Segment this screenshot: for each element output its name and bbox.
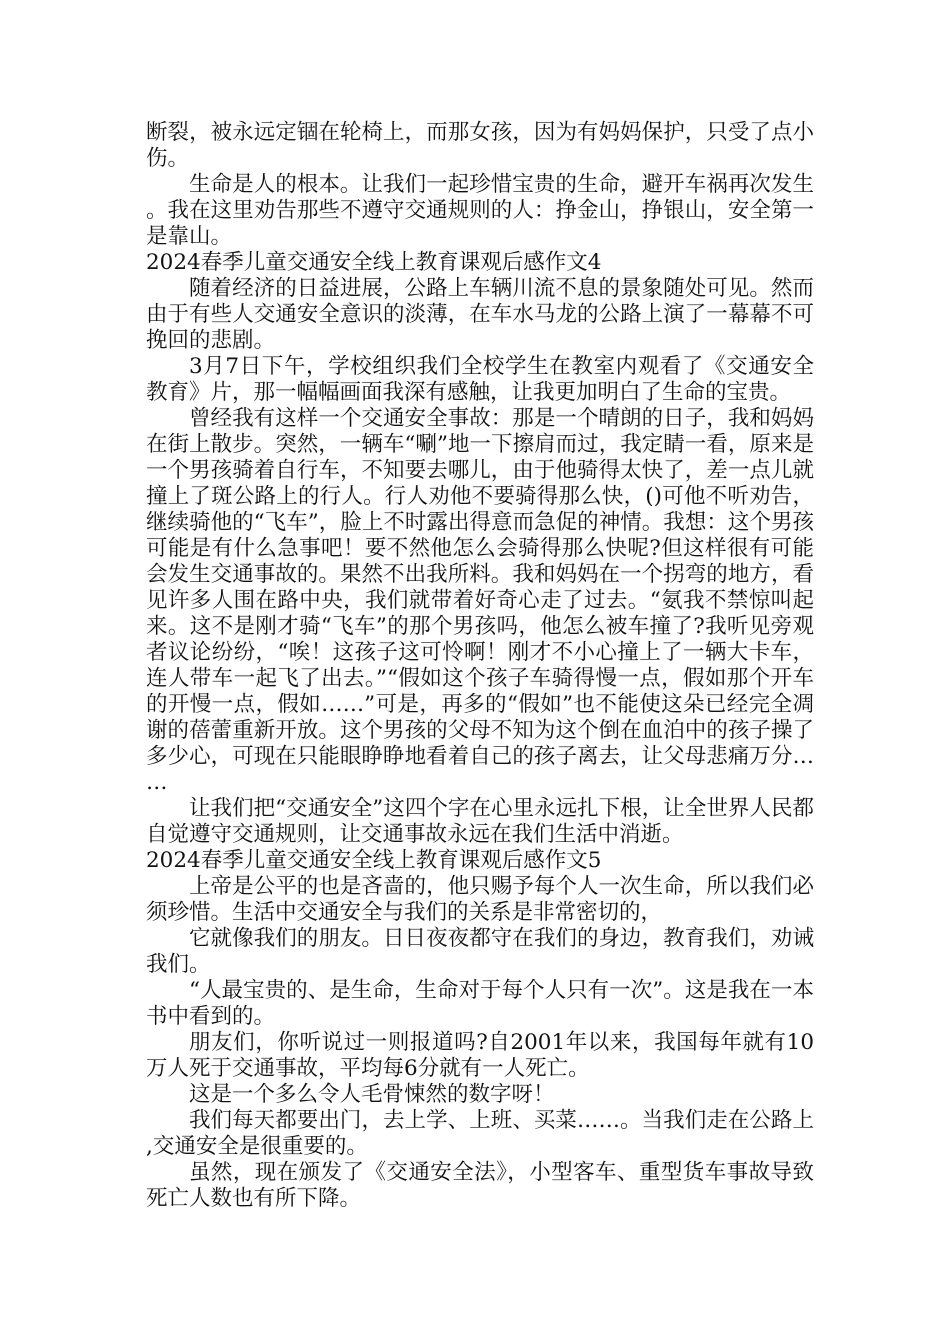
document-page <box>146 120 814 1212</box>
paragraph-13: 这是一个多么令人毛骨悚然的数字呀！ <box>189 1082 555 1107</box>
paragraph-15: 虽然，现在颁发了《交通安全法》，小型客车、重型货车事故导致死亡人数也有所下降。 <box>146 1160 814 1211</box>
paragraph-11: “人最宝贵的、是生命，生命对于每个人只有一次”。这是我在一本书中看到的。 <box>146 978 814 1029</box>
paragraph-1: 断裂，被永远定锢在轮椅上，而那女孩，因为有妈妈保护，只受了点小伤。 <box>146 120 814 171</box>
paragraph-9: 上帝是公平的也是吝啬的，他只赐予每个人一次生命，所以我们必须珍惜。生活中交通安全与我们的关系是非常密切的， <box>146 874 814 925</box>
paragraph-7: 让我们把“交通安全”这四个字在心里永远扎下根，让全世界人民都自觉遵守交通规则，让交通事故永远在我们生活中消逝。 <box>146 796 814 847</box>
essay-5-heading: 2024春季儿童交通安全线上教育课观后感作文5 <box>146 848 602 873</box>
paragraph-4: 随着经济的日益进展，公路上车辆川流不息的景象随处可见。然而由于有些人交通安全意识的淡薄，在车水马龙的公路上演了一幕幕不可挽回的悲剧。 <box>146 276 814 353</box>
paragraph-14: 我们每天都要出门，去上学、上班、买菜……。当我们走在公路上,交通安全是很重要的。 <box>146 1108 814 1159</box>
paragraph-10: 它就像我们的朋友。日日夜夜都守在我们的身边，教育我们，劝诫我们。 <box>146 926 814 977</box>
essay-4-heading: 2024春季儿童交通安全线上教育课观后感作文4 <box>146 250 602 275</box>
paragraph-12: 朋友们，你听说过一则报道吗?自2001年以来，我国每年就有10万人死于交通事故，平均每6分就有一人死亡。 <box>146 1030 814 1081</box>
paragraph-2: 生命是人的根本。让我们一起珍惜宝贵的生命，避开车祸再次发生。我在这里劝告那些不遵守交通规则的人：挣金山，挣银山，安全第一是靠山。 <box>146 172 814 249</box>
paragraph-5: 3月7日下午，学校组织我们全校学生在教室内观看了《交通安全教育》片，那一幅幅画面我深有感触，让我更加明白了生命的宝贵。 <box>146 354 814 405</box>
paragraph-6: 曾经我有这样一个交通安全事故：那是一个晴朗的日子，我和妈妈在街上散步。突然，一辆车“唰”地一下擦肩而过，我定睛一看，原来是一个男孩骑着自行车，不知要去哪儿，由于他骑得太快了，差一点儿就撞上了斑公路上的行人。行人劝他不要骑得那么快，()可他不听劝告，继续骑他的“飞车”，脸上不时露出得意而急促的神情。我想：这个男孩可能是有什么急事吧！要不然他怎么会骑得那么快呢?但这样很有可能会发生交通事故的。果然不出我所料。我和妈妈在一个拐弯的地方，看见许多人围在路中央，我们就带着好奇心走了过去。“氨我不禁惊叫起来。这不是刚才骑“飞车”的那个男孩吗，他怎么被车撞了?我听见旁观者议论纷纷，“唉！这孩子这可怜啊！刚才不小心撞上了一辆大卡车，连人带车一起飞了出去。”“假如这个孩子车骑得慢一点，假如那个开车的开慢一点，假如……”可是，再多的“假如”也不能使这朵已经完全凋谢的蓓蕾重新开放。这个男孩的父母不知为这个倒在血泊中的孩子操了多少心，可现在只能眼睁睁地看着自己的孩子离去，让父母悲痛万分…… <box>146 406 814 795</box>
